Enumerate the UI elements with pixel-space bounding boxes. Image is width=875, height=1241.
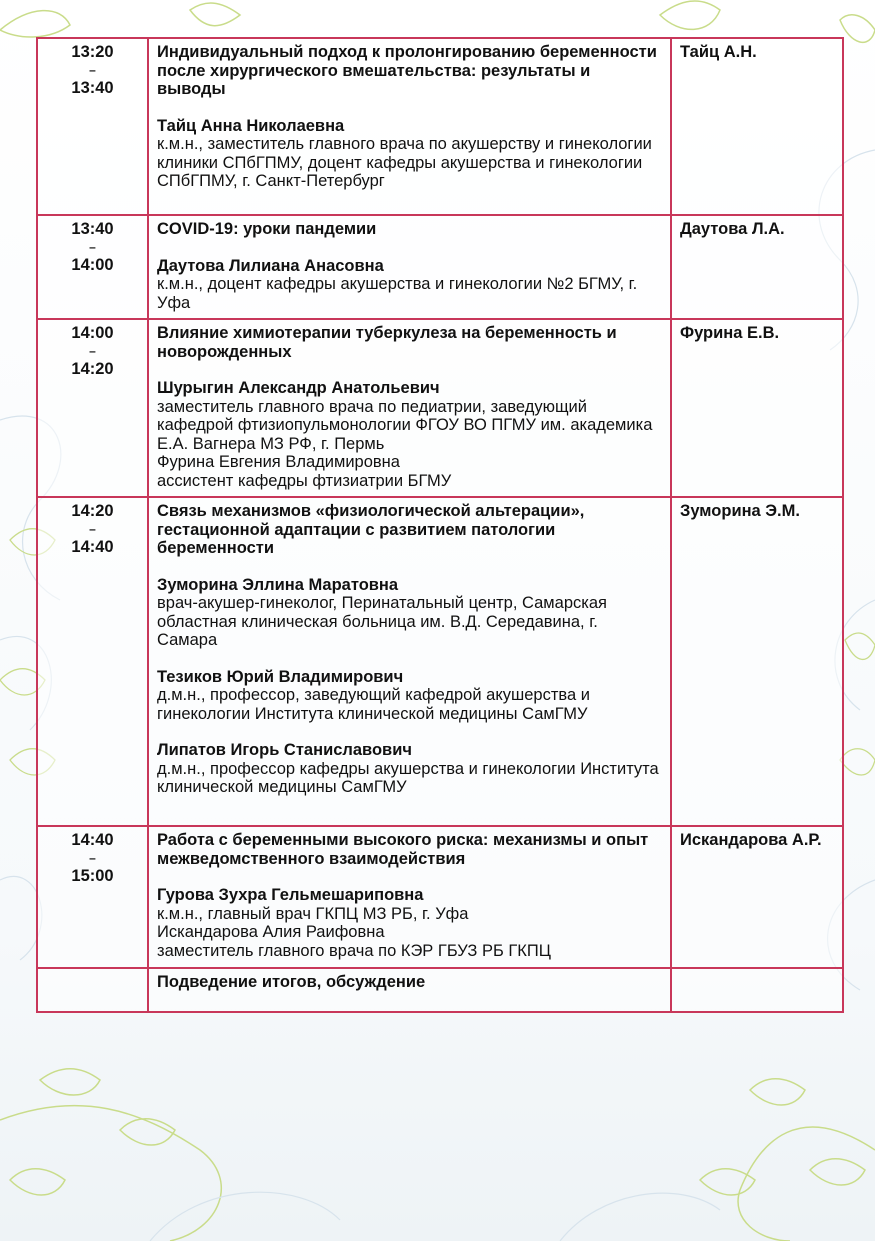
table-row [37, 968, 843, 1012]
moderator-cell: Даутова Л.А. [671, 215, 843, 319]
speaker-desc: к.м.н., заместитель главного врача по акушерству и гинекологии клиники СПбГПМУ, доцент кафедры акушерства и гинекологии СПбГПМУ, г. Санкт-Петербург [157, 135, 652, 190]
talk-cell [148, 215, 671, 319]
time-start: 14:20 [71, 502, 114, 520]
time-dash: – [89, 851, 96, 865]
time-end: 13:40 [71, 79, 114, 97]
speaker-desc-secondary: заместитель главного врача по КЭР ГБУЗ РБ ГКПЦ [157, 941, 551, 960]
table-row [37, 497, 843, 826]
time-dash: – [89, 240, 96, 254]
talk-title: Работа с беременными высокого риска: механизмы и опыт межведомственного взаимодействия [157, 831, 649, 868]
speaker-desc: заместитель главного врача по педиатрии, заведующий кафедрой фтизиопульмонологии ФГОУ ВО ПГМУ им. академика Е.А. Вагнера МЗ РФ, г. Пермь [157, 397, 653, 453]
talk-cell [148, 38, 671, 215]
talk-cell [148, 497, 671, 826]
time-cell [37, 826, 148, 968]
speaker-name: Шурыгин Александр Анатольевич [157, 379, 440, 397]
moderator-cell: Фурина Е.В. [671, 319, 843, 497]
moderator-cell: Искандарова А.Р. [671, 826, 843, 968]
talk-cell [148, 319, 671, 497]
speaker-desc: к.м.н., доцент кафедры акушерства и гинекологии №2 БГМУ, г. Уфа [157, 275, 638, 312]
speaker-desc-secondary: ассистент кафедры фтизиатрии БГМУ [157, 471, 452, 490]
speaker [157, 886, 662, 960]
table-row [37, 319, 843, 497]
moderator-cell-empty [671, 968, 843, 1012]
speaker-name: Зуморина Эллина Маратовна [157, 575, 399, 594]
speaker-name: Липатов Игорь Станиславович [157, 741, 412, 759]
speaker-name: Тайц Анна Николаевна [157, 116, 345, 135]
time-cell-empty [37, 968, 148, 1012]
moderator-cell: Зуморина Э.М. [671, 497, 843, 826]
speaker-desc: к.м.н., главный врач ГКПЦ МЗ РБ, г. Уфа [157, 904, 469, 923]
speaker [157, 576, 662, 650]
speaker-name: Даутова Лилиана Анасовна [157, 256, 384, 275]
talk-title: COVID-19: уроки пандемии [157, 220, 377, 238]
talk-cell [148, 826, 671, 968]
speaker-desc: д.м.н., профессор, заведующий кафедрой акушерства и гинекологии Института клинической медицины СамГМУ [157, 686, 590, 723]
time-cell [37, 38, 148, 215]
speaker-desc: врач-акушер-гинеколог, Перинатальный центр, Самарская областная клиническая больница им. В.Д. Середавина, г. Самара [157, 594, 607, 649]
talk-title: Влияние химиотерапии туберкулеза на беременность и новорожденных [157, 324, 617, 361]
moderator-cell: Тайц А.Н. [671, 38, 843, 215]
time-start: 14:40 [71, 831, 114, 849]
speaker-name: Тезиков Юрий Владимирович [157, 667, 404, 686]
program-schedule [36, 37, 840, 1013]
time-start: 14:00 [71, 324, 114, 342]
table-row [37, 215, 843, 319]
speaker [157, 741, 662, 797]
time-end: 14:20 [71, 360, 114, 378]
speaker-desc: д.м.н., профессор кафедры акушерства и гинекологии Института клинической медицины СамГМУ [157, 759, 659, 796]
time-dash: – [89, 344, 96, 358]
closing-discussion: Подведение итогов, обсуждение [148, 968, 671, 1012]
speaker [157, 117, 662, 191]
schedule-table [36, 37, 844, 1013]
time-cell [37, 319, 148, 497]
time-end: 14:40 [71, 538, 114, 556]
speaker-name: Гурова Зухра Гельмешариповна [157, 886, 424, 904]
speaker-name-secondary: Искандарова Алия Раифовна [157, 923, 385, 941]
time-cell [37, 215, 148, 319]
table-row [37, 38, 843, 215]
talk-title: Индивидуальный подход к пролонгированию беременности после хирургического вмешательства: результаты и выводы [157, 43, 657, 98]
time-start: 13:20 [71, 43, 114, 61]
time-start: 13:40 [71, 220, 114, 238]
time-end: 15:00 [71, 867, 114, 885]
table-row [37, 826, 843, 968]
talk-title: Связь механизмов «физиологической альтерации», гестационной адаптации с развитием патологии беременности [157, 502, 585, 557]
speaker-name-secondary: Фурина Евгения Владимировна [157, 453, 400, 471]
time-dash: – [89, 522, 96, 536]
time-end: 14:00 [71, 256, 114, 274]
speaker [157, 379, 662, 490]
time-dash: – [89, 63, 96, 77]
time-cell [37, 497, 148, 826]
speaker [157, 668, 662, 724]
speaker [157, 257, 662, 313]
